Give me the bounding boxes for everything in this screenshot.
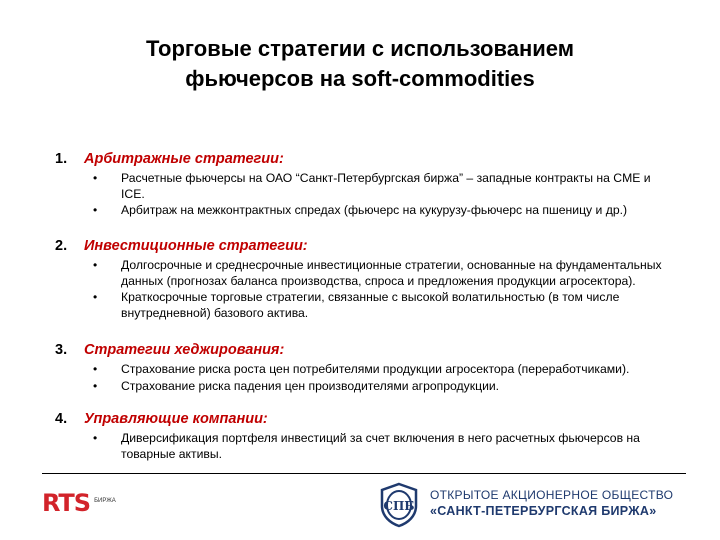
section-title: Инвестиционные стратегии:: [84, 238, 308, 254]
bullet-icon: •: [93, 431, 98, 445]
section-number: 3.: [55, 342, 68, 358]
section-number: 1.: [55, 151, 68, 167]
list-item: • Краткосрочные торговые стратегии, связанные с высокой волатильностью (в том числе внутредневной) базового актива.: [93, 290, 620, 320]
bullet-icon: •: [93, 171, 98, 185]
slide-title-line1: Торговые стратегии с использованием: [145, 36, 575, 61]
list-item: • Страхование риска роста цен потребителями продукции агросектора (переработчиками).: [93, 362, 630, 376]
emblem-letters: СПБ: [383, 499, 415, 513]
spb-exchange-name: [430, 488, 673, 519]
section-title: Арбитражные стратегии:: [84, 151, 284, 167]
rts-logo: [42, 490, 116, 516]
slide-title-line2: фьючерсов на soft-commodities: [185, 66, 535, 91]
spb-exchange-emblem-icon: [376, 482, 422, 528]
section-arbitrage: [55, 151, 675, 220]
spb-name-line2: «САНКТ-ПЕТЕРБУРГСКАЯ БИРЖА»: [430, 504, 657, 518]
bullet-icon: •: [93, 203, 98, 217]
spb-name-line1: ОТКРЫТОЕ АКЦИОНЕРНОЕ ОБЩЕСТВО: [430, 488, 674, 502]
section-title: Управляющие компании:: [84, 411, 268, 427]
list-item: • Расчетные фьючерсы на ОАО “Санкт-Петербургская биржа” – западные контракты на CME и ICE.: [93, 171, 651, 201]
section-number: 2.: [55, 238, 68, 254]
section-title: Стратегии хеджирования:: [84, 342, 285, 358]
rts-logo-text: RTS: [42, 489, 91, 517]
bullet-icon: •: [93, 290, 98, 304]
bullet-icon: •: [93, 378, 98, 393]
footer-divider: [42, 473, 686, 474]
section-investment: [55, 238, 675, 322]
list-item: • Страхование риска падения цен производителями агропродукции.: [93, 378, 500, 393]
bullet-icon: •: [93, 362, 98, 376]
rts-logo-subtitle: БИРЖА: [94, 498, 116, 504]
list-item: • Арбитраж на межконтрактных спредах (фьючерс на кукурузу-фьючерс на пшеницу и др.): [93, 203, 628, 217]
section-management: [55, 411, 675, 463]
list-item: • Долгосрочные и среднесрочные инвестиционные стратегии, основанные на фундаментальных данных (прогнозах баланса производства, спроса и предложения продукции агросектора).: [93, 258, 662, 288]
slide-title: [60, 34, 660, 94]
section-hedging: [55, 342, 675, 395]
section-number: 4.: [55, 411, 68, 427]
bullet-icon: •: [93, 258, 98, 272]
list-item: • Диверсификация портфеля инвестиций за счет включения в него расчетных фьючерсов на товарные активы.: [93, 431, 640, 461]
